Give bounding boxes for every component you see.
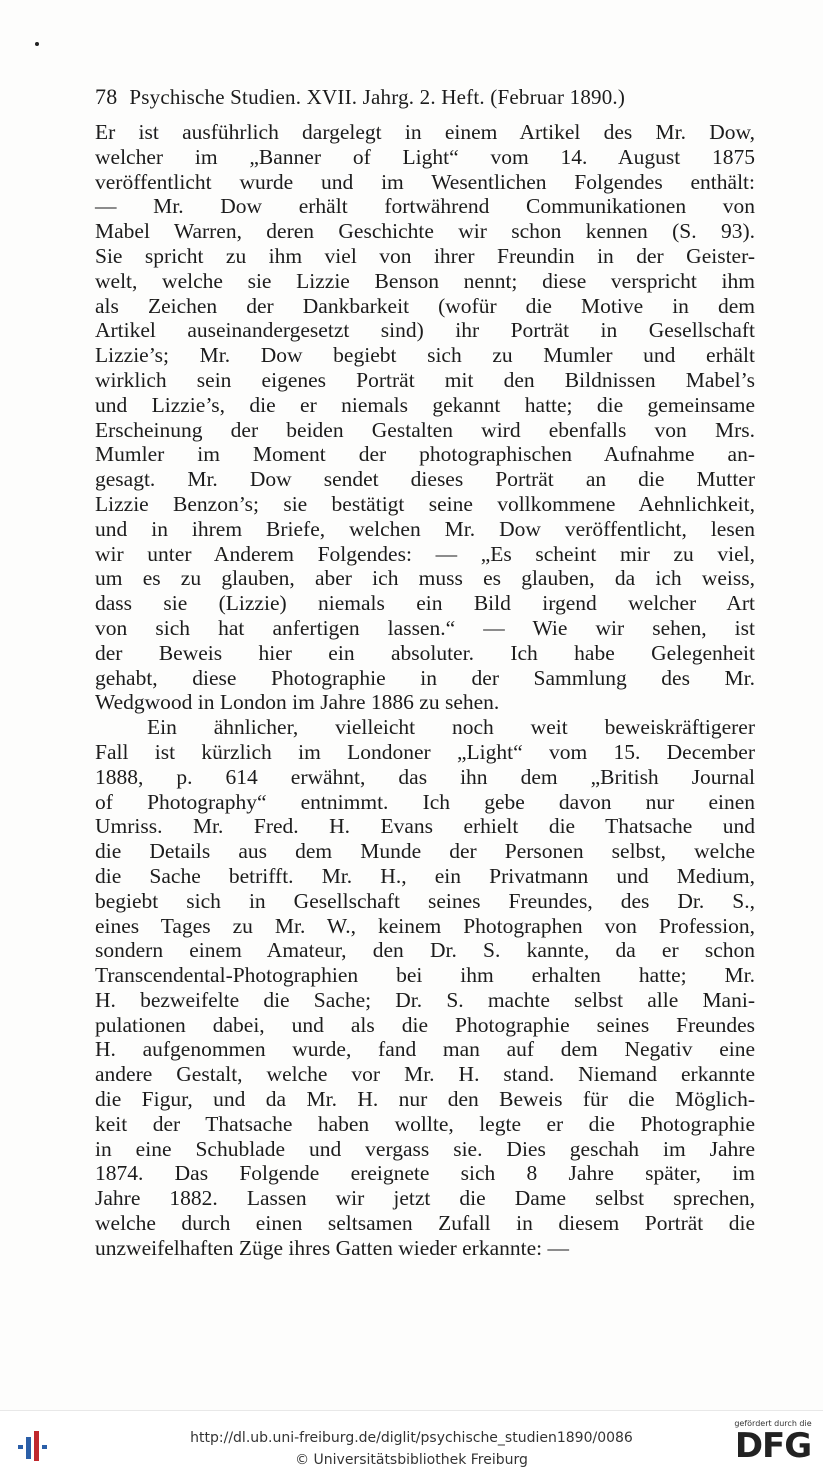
text-line: die Figur, und da Mr. H. nur den Beweis für die Möglich-	[95, 1087, 755, 1112]
copyright-notice: © Universitätsbibliothek Freiburg	[295, 1452, 528, 1468]
body-text	[95, 120, 755, 1261]
footer-bar	[0, 1410, 823, 1475]
dfg-logo-text: DFG	[734, 1426, 812, 1466]
text-line: 1888, p. 614 erwähnt, das ihn dem „British Journal	[95, 764, 755, 789]
text-line: of Photography“ entnimmt. Ich gebe davon nur einen	[95, 789, 755, 814]
text-line: dass sie (Lizzie) niemals ein Bild irgend welcher Art	[95, 591, 755, 616]
text-line: Umriss. Mr. Fred. H. Evans erhielt die Thatsache und	[95, 814, 755, 839]
text-line: welche durch einen seltsamen Zufall in diesem Porträt die	[95, 1211, 755, 1236]
text-line: unzweifelhaften Züge ihres Gatten wieder erkannte: —	[95, 1235, 569, 1260]
text-line: sondern einem Amateur, den Dr. S. kannte, da er schon	[95, 938, 755, 963]
text-line: Erscheinung der beiden Gestalten wird ebenfalls von Mrs.	[95, 417, 755, 442]
text-line: wirklich sein eigenes Porträt mit den Bildnissen Mabel’s	[95, 367, 755, 392]
text-line: wir unter Anderem Folgendes: — „Es scheint mir zu viel,	[95, 541, 755, 566]
text-line: um es zu glauben, aber ich muss es glauben, da ich weiss,	[95, 566, 755, 591]
text-line: Wedgwood in London im Jahre 1886 zu sehen.	[95, 690, 500, 715]
text-line: keit der Thatsache haben wollte, legte er die Photographie	[95, 1111, 755, 1136]
text-line: andere Gestalt, welche vor Mr. H. stand. Niemand erkannte	[95, 1062, 755, 1087]
text-line: Sie spricht zu ihm viel von ihrer Freundin in der Geister-	[95, 243, 755, 268]
funding-note: gefördert durch die	[734, 1419, 812, 1428]
text-line: in eine Schublade und vergass sie. Dies geschah im Jahre	[95, 1136, 755, 1161]
text-line: H. aufgenommen wurde, fand man auf dem Negativ eine	[95, 1037, 755, 1062]
text-line: die Details aus dem Munde der Personen selbst, welche	[95, 839, 755, 864]
text-line: und in ihrem Briefe, welchen Mr. Dow veröffentlicht, lesen	[95, 516, 755, 541]
page-number: 78	[95, 84, 118, 109]
scan-speck	[35, 42, 39, 46]
running-title: Psychische Studien. XVII. Jahrg. 2. Heft. (Februar 1890.)	[129, 85, 626, 109]
text-line: 1874. Das Folgende ereignete sich 8 Jahre später, im	[95, 1161, 755, 1186]
text-line: als Zeichen der Dankbarkeit (wofür die Motive in dem	[95, 293, 755, 318]
text-line: Jahre 1882. Lassen wir jetzt die Dame selbst sprechen,	[95, 1186, 755, 1211]
text-line: welt, welche sie Lizzie Benson nennt; diese verspricht ihm	[95, 268, 755, 293]
text-line: Lizzie Benzon’s; sie bestätigt seine vollkommene Aehnlichkeit,	[95, 491, 755, 516]
document-url[interactable]: http://dl.ub.uni-freiburg.de/diglit/psychische_studien1890/0086	[190, 1430, 633, 1446]
text-line: veröffentlicht wurde und im Wesentlichen Folgendes enthält:	[95, 169, 755, 194]
text-line: gehabt, diese Photographie in der Sammlung des Mr.	[95, 665, 755, 690]
text-line: Mabel Warren, deren Geschichte wir schon kennen (S. 93).	[95, 219, 755, 244]
running-header	[95, 82, 735, 112]
text-line: — Mr. Dow erhält fortwährend Communikationen von	[95, 194, 755, 219]
dfg-logo	[733, 1419, 813, 1464]
text-line: Er ist ausführlich dargelegt in einem Artikel des Mr. Dow,	[95, 120, 755, 144]
text-line: Lizzie’s; Mr. Dow begiebt sich zu Mumler und erhält	[95, 343, 755, 368]
text-line: welcher im „Banner of Light“ vom 14. August 1875	[95, 144, 755, 169]
text-line: Ein ähnlicher, vielleicht noch weit beweiskräftigerer	[147, 715, 755, 740]
text-line: von sich hat anfertigen lassen.“ — Wie wir sehen, ist	[95, 615, 755, 640]
text-line: und Lizzie’s, die er niemals gekannt hatte; die gemeinsame	[95, 392, 755, 417]
text-line: begiebt sich in Gesellschaft seines Freundes, des Dr. S.,	[95, 888, 755, 913]
text-line: der Beweis hier ein absoluter. Ich habe Gelegenheit	[95, 640, 755, 665]
text-line: Artikel auseinandergesetzt sind) ihr Porträt in Gesellschaft	[95, 318, 755, 343]
text-line: Mumler im Moment der photographischen Aufnahme an-	[95, 442, 755, 467]
text-line: gesagt. Mr. Dow sendet dieses Porträt an die Mutter	[95, 467, 755, 492]
text-line: Fall ist kürzlich im Londoner „Light“ vom 15. December	[95, 739, 755, 764]
text-line: pulationen dabei, und als die Photographie seines Freundes	[95, 1012, 755, 1037]
text-line: eines Tages zu Mr. W., keinem Photographen von Profession,	[95, 913, 755, 938]
text-line: die Sache betrifft. Mr. H., ein Privatmann und Medium,	[95, 863, 755, 888]
text-line: H. bezweifelte die Sache; Dr. S. machte selbst alle Mani-	[95, 987, 755, 1012]
text-line: Transcendental-Photographien bei ihm erhalten hatte; Mr.	[95, 963, 755, 988]
